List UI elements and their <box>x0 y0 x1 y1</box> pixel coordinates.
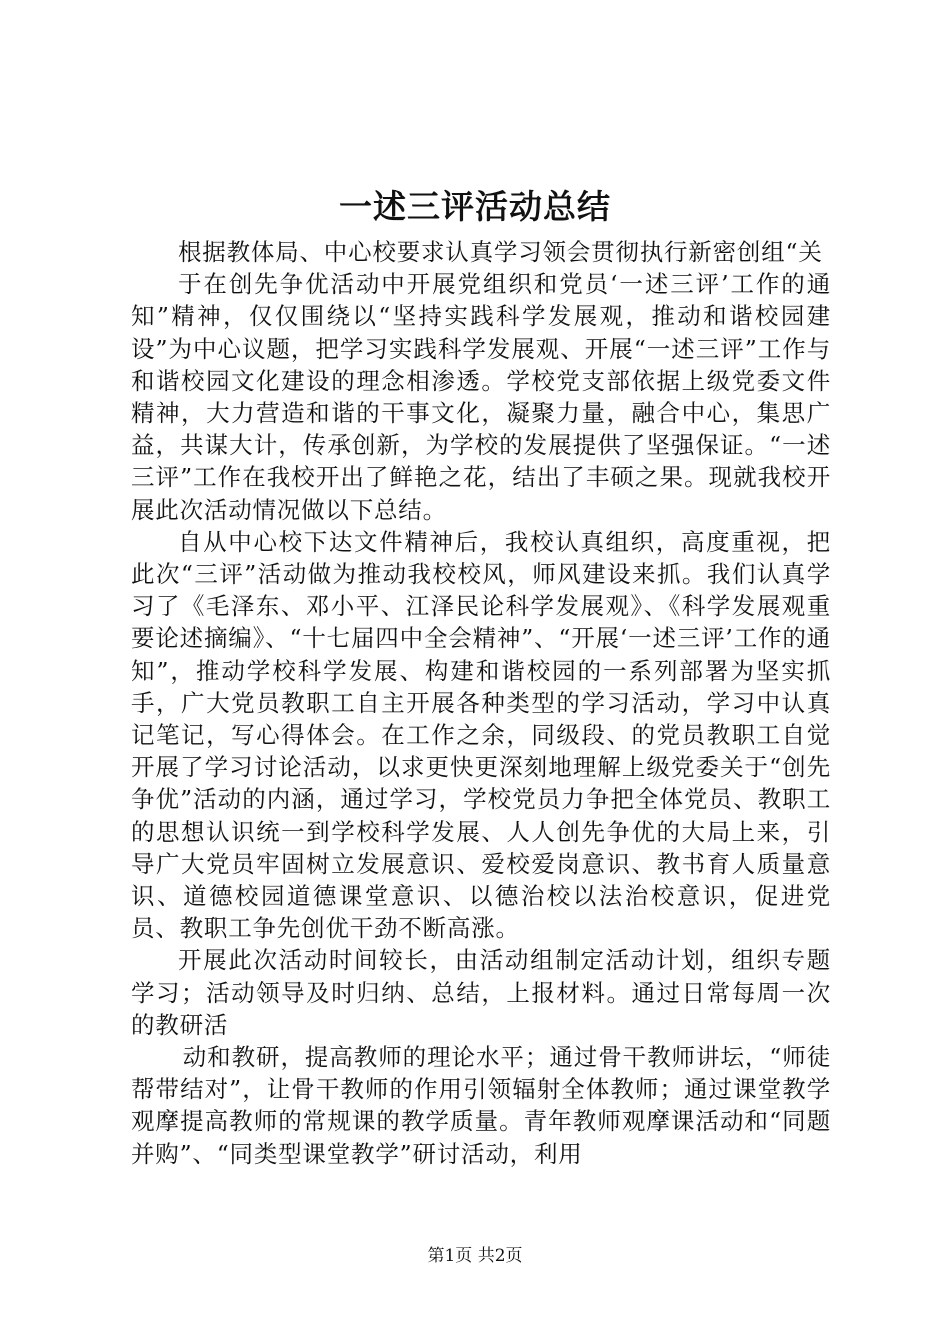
paragraph-4: 开展此次活动时间较长，由活动组制定活动计划，组织专题学习；活动领导及时归纳、总结，上报材料。通过日常每周一次的教研活 <box>131 946 831 1039</box>
paragraph-3: 自从中心校下达文件精神后，我校认真组织，高度重视，把此次“三评”活动做为推动我校校风，师风建设来抓。我们认真学习了《毛泽东、邓小平、江泽民论科学发展观》、《科学发展观重要论述摘编》、“十七届四中全会精神”、“开展‘一述三评’工作的通知”，推动学校科学发展、构建和谐校园的一系列部署为坚实抓手，广大党员教职工自主开展各种类型的学习活动，学习中认真记笔记，写心得体会。在工作之余，同级段、的党员教职工自觉开展了学习讨论活动，以求更快更深刻地理解上级党委关于“创先争优”活动的内涵，通过学习，学校党员力争把全体党员、教职工的思想认识统一到学校科学发展、人人创先争优的大局上来，引导广大党员牢固树立发展意识、爱校爱岗意识、教书育人质量意识、道德校园道德课堂意识、以德治校以法治校意识，促进党员、教职工争先创优干劲不断高涨。 <box>131 527 831 943</box>
paragraph-5: 动和教研，提高教师的理论水平；通过骨干教师讲坛，“师徒帮带结对”，让骨干教师的作用引领辐射全体教师；通过课堂教学观摩提高教师的常规课的教学质量。青年教师观摩课活动和“同题并购”、“同类型课堂教学”研讨活动，利用 <box>131 1043 831 1168</box>
paragraph-1: 根据教体局、中心校要求认真学习领会贯彻执行新密创组“关 <box>178 238 823 266</box>
document-body <box>131 236 831 1170</box>
page-number-footer: 第1页 共2页 <box>427 1246 523 1266</box>
document-title: 一述三评活动总结 <box>339 187 611 226</box>
paragraph-2: 于在创先争优活动中开展党组织和党员‘一述三评’工作的通知”精神，仅仅围绕以“坚持实践科学发展观，推动和谐校园建设”为中心议题，把学习实践科学发展观、开展“一述三评”工作与和谐校园文化建设的理念相渗透。学校党支部依据上级党委文件精神，大力营造和谐的干事文化，凝聚力量，融合中心，集思广益，共谋大计，传承创新，为学校的发展提供了坚强保证。“一述三评”工作在我校开出了鲜艳之花，结出了丰硕之果。现就我校开展此次活动情况做以下总结。 <box>131 270 831 524</box>
